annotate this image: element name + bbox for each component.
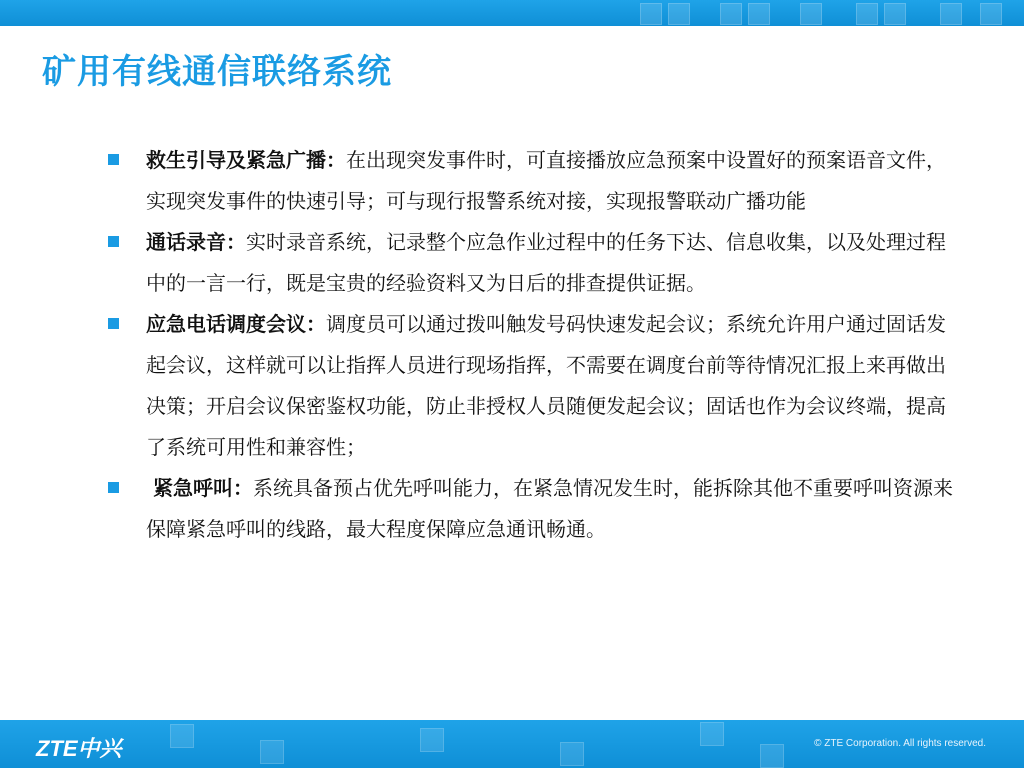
band-square (856, 3, 878, 25)
list-item (104, 468, 954, 550)
item-term: 通话录音： (146, 230, 246, 254)
band-square (640, 3, 662, 25)
item-text: 在出现突发事件时，可直接播放应急预案中设置好的预案语音文件，实现突发事件的快速引导；可与现行报警系统对接，实现报警联动广播功能 (146, 148, 946, 213)
bullet-list (104, 140, 954, 550)
band-square (884, 3, 906, 25)
square-bullet-icon (108, 154, 119, 165)
band-square (760, 744, 784, 768)
band-square (420, 728, 444, 752)
slide-title: 矿用有线通信联络系统 (42, 52, 392, 92)
item-text: 系统具备预占优先呼叫能力，在紧急情况发生时，能拆除其他不重要呼叫资源来保障紧急呼叫的线路，最大程度保障应急通讯畅通。 (146, 476, 953, 541)
band-square (668, 3, 690, 25)
item-text: 调度员可以通过拨叫触发号码快速发起会议；系统允许用户通过固话发起会议，这样就可以让指挥人员进行现场指挥，不需要在调度台前等待情况汇报上来再做出决策；开启会议保密鉴权功能，防止非授权人员随便发起会议；固话也作为会议终端，提高了系统可用性和兼容性； (146, 312, 946, 459)
item-text: 实时录音系统，记录整个应急作业过程中的任务下达、信息收集，以及处理过程中的一言一行，既是宝贵的经验资料又为日后的排查提供证据。 (146, 230, 946, 295)
band-square (748, 3, 770, 25)
band-square (700, 722, 724, 746)
band-square (260, 740, 284, 764)
square-bullet-icon (108, 482, 119, 493)
item-term: 救生引导及紧急广播： (146, 148, 346, 172)
band-square (980, 3, 1002, 25)
top-decorative-band (0, 0, 1024, 26)
item-term: 紧急呼叫： (146, 476, 253, 500)
square-bullet-icon (108, 236, 119, 247)
zte-logo: ZTE中兴 (36, 736, 122, 761)
band-square (560, 742, 584, 766)
item-term: 应急电话调度会议： (146, 312, 326, 336)
list-item (104, 304, 954, 468)
band-square (940, 3, 962, 25)
copyright-text: © ZTE Corporation. All rights reserved. (814, 738, 986, 749)
list-item (104, 222, 954, 304)
band-square (170, 724, 194, 748)
list-item (104, 140, 954, 222)
band-square (720, 3, 742, 25)
band-square (800, 3, 822, 25)
square-bullet-icon (108, 318, 119, 329)
bottom-decorative-band (0, 720, 1024, 768)
